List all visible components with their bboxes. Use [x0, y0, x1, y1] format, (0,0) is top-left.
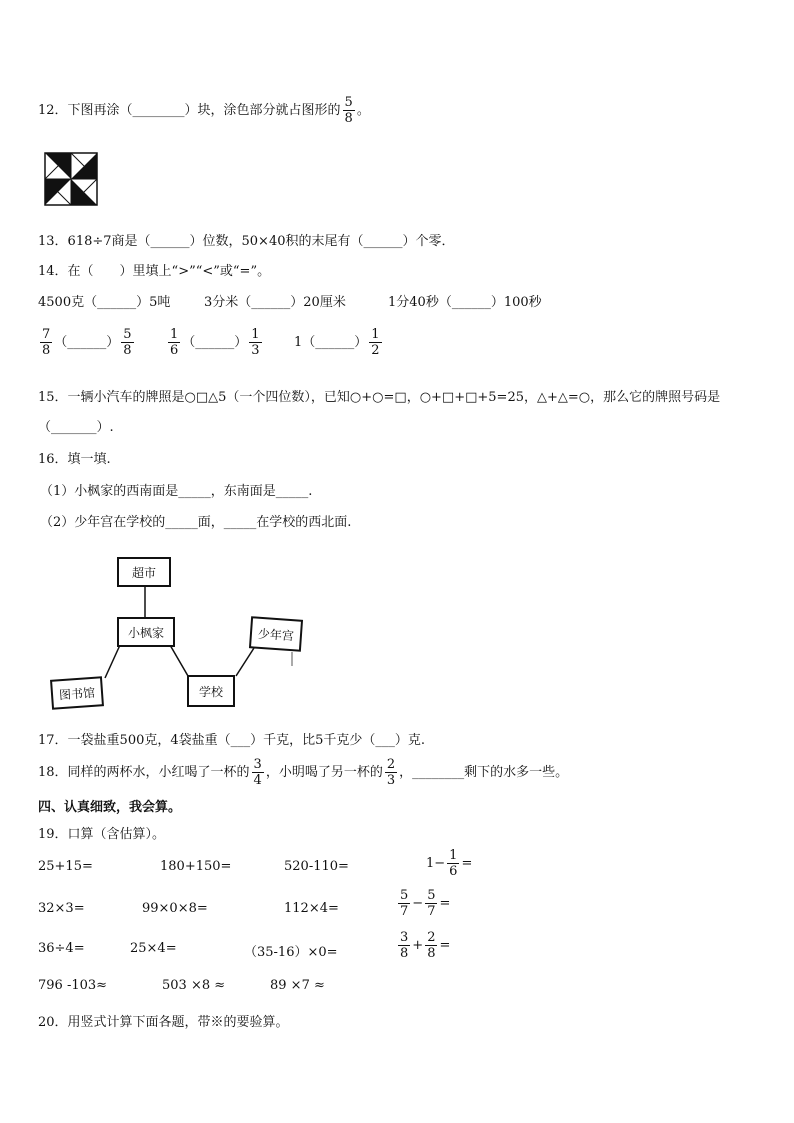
q14-row1-item1: 4500克（______）5吨 [38, 295, 171, 310]
map-library-box: 图书馆 [50, 676, 104, 710]
question-16-sub2: （2）少年宫在学校的_____面，_____在学校的西北面. [40, 515, 352, 530]
calc-r2-3: 112×4= [284, 901, 339, 916]
section-4-title: 四、认真细致，我会算。 [38, 800, 182, 815]
calc-r1-3: 520-110= [284, 859, 349, 874]
calc-r4-1: 796 -103≈ [38, 978, 108, 993]
question-15-line1: 15．一辆小汽车的牌照是○□△5（一个四位数），已知○+○=□，○+□+□+5=25，△+△=○，那么它的牌照号码是 [38, 390, 721, 405]
q14-row2-item1: $\frac{7}{8}$ （______） $\frac{5}{8}$ [42, 327, 132, 358]
question-15-line2: （_______）. [38, 420, 114, 435]
question-12: 12．下图再涂（________）块，涂色部分就占图形的 $\frac{5}{8}$ 。 [38, 95, 370, 126]
calc-r3-3: （35-16）×0= [244, 945, 338, 960]
question-19-title: 19．口算（含估算）。 [38, 827, 166, 842]
calc-r4-3: 89 ×7 ≈ [270, 978, 325, 993]
question-13: 13．618÷7商是（______）位数，50×40积的末尾有（______）个零． [38, 234, 455, 249]
calc-r3-frac: $\frac{3}{8}$ + $\frac{2}{8}$ = [400, 930, 451, 961]
calc-r4-2: 503 ×8 ≈ [162, 978, 226, 993]
q14-row1-item2: 3分米（______）20厘米 [204, 295, 346, 310]
q14-row2-item2: $\frac{1}{6}$ （______） $\frac{1}{3}$ [170, 327, 260, 358]
calc-r3-1: 36÷4= [38, 941, 85, 956]
map-school-box: 学校 [187, 675, 235, 707]
question-16-title: 16．填一填. [38, 452, 111, 467]
calc-r3-2: 25×4= [130, 941, 177, 956]
calc-r2-2: 99×0×8= [142, 901, 208, 916]
map-home-box: 小枫家 [117, 617, 175, 647]
question-14-title: 14．在（ ）里填上“>”“<”或“=”。 [38, 264, 271, 279]
map-youth-palace-box: 少年宫 [249, 616, 303, 652]
map-supermarket-box: 超市 [117, 557, 171, 587]
calc-r1-frac: 1− $\frac{1}{6}$ = [426, 848, 473, 879]
question-16-sub1: （1）小枫家的西南面是_____，东南面是_____. [40, 484, 313, 499]
calc-r2-1: 32×3= [38, 901, 85, 916]
calc-r1-2: 180+150= [160, 859, 232, 874]
calc-r1-1: 25+15= [38, 859, 93, 874]
question-17: 17．一袋盐重500克，4袋盐重（___）千克，比5千克少（___）克. [38, 733, 426, 748]
question-20: 20．用竖式计算下面各题，带※的要验算。 [38, 1015, 289, 1030]
shaded-square-figure [44, 152, 98, 206]
q14-row2-item3: 1（______） $\frac{1}{2}$ [294, 327, 380, 358]
fraction-5-8: $\frac{5}{8}$ [344, 95, 353, 126]
q14-row1-item3: 1分40秒（______）100秒 [388, 295, 542, 310]
calc-r2-frac: $\frac{5}{7}$ − $\frac{5}{7}$ = [400, 888, 451, 919]
question-18: 18．同样的两杯水，小红喝了一杯的 $\frac{3}{4}$ ，小明喝了另一杯的 $\frac{2}{3}$ ，________剩下的水多一些。 [38, 757, 569, 788]
